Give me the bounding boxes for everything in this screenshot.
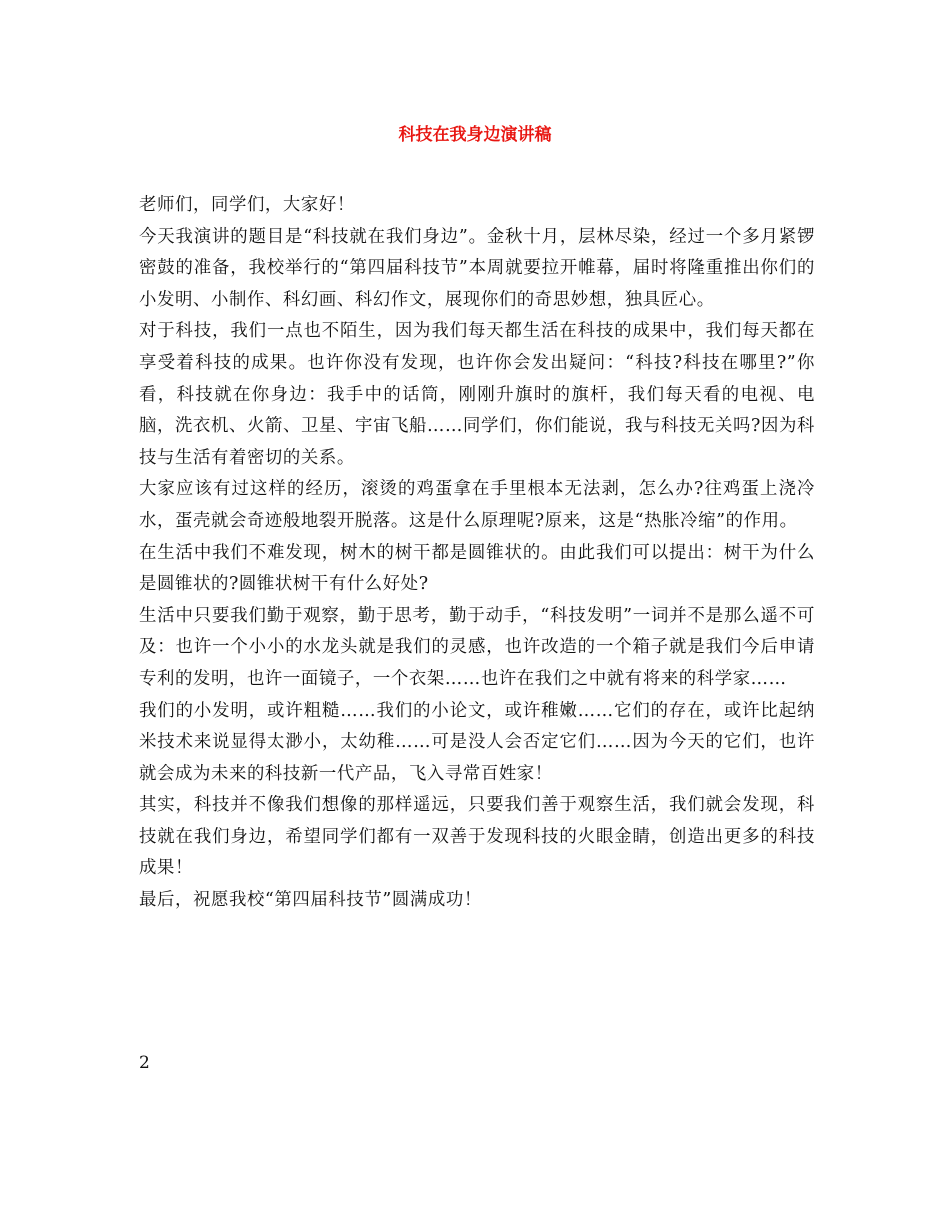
paragraph-intro: 今天我演讲的题目是“科技就在我们身边”。金秋十月，层林尽染，经过一个多月紧锣密鼓的准备，我校举行的“第四届科技节”本周就要拉开帷幕，届时将隆重推出你们的小发明、小制作、科幻画、科幻作文，展现你们的奇思妙想，独具匠心。 [139, 226, 815, 310]
page-number: 2 [139, 1053, 150, 1073]
paragraph-small-inventions: 我们的小发明，或许粗糙……我们的小论文，或许稚嫩……它们的存在，或许比起纳米技术来说显得太渺小，太幼稚……可是没人会否定它们……因为今天的它们，也许就会成为未来的科技新一代产品，飞入寻常百姓家！ [139, 700, 815, 784]
paragraph-tree-trunk: 在生活中我们不难发现，树木的树干都是圆锥状的。由此我们可以提出：树干为什么是圆锥状的?圆锥状树干有什么好处? [139, 542, 815, 595]
paragraph-greeting: 老师们，同学们，大家好！ [139, 195, 355, 215]
document-title: 科技在我身边演讲稿 [398, 125, 552, 145]
paragraph-tech-familiar: 对于科技，我们一点也不陌生，因为我们每天都生活在科技的成果中，我们每天都在享受着科技的成果。也许你没有发现，也许你会发出疑问：“科技?科技在哪里?”你看，科技就在你身边：我手中的话筒，刚刚升旗时的旗杆，我们每天看的电视、电脑，洗衣机、火箭、卫星、宇宙飞船……同学们，你们能说，我与科技无关吗?因为科技与生活有着密切的关系。 [139, 321, 815, 468]
paragraph-observation: 生活中只要我们勤于观察，勤于思考，勤于动手，“科技发明”一词并不是那么遥不可及：也许一个小小的水龙头就是我们的灵感，也许改造的一个箱子就是我们今后申请专利的发明，也许一面镜子，一个衣架……也许在我们之中就有将来的科学家…… [139, 605, 815, 689]
paragraph-conclusion: 其实，科技并不像我们想像的那样遥远，只要我们善于观察生活，我们就会发现，科技就在我们身边，希望同学们都有一双善于发现科技的火眼金睛，创造出更多的科技成果！ [139, 795, 815, 879]
paragraph-wish: 最后，祝愿我校“第四届科技节”圆满成功！ [139, 890, 482, 911]
document-body [139, 190, 815, 917]
paragraph-egg-example: 大家应该有过这样的经历，滚烫的鸡蛋拿在手里根本无法剥，怎么办?往鸡蛋上浇冷水，蛋壳就会奇迹般地裂开脱落。这是什么原理呢?原来，这是“热胀冷缩”的作用。 [139, 479, 815, 531]
